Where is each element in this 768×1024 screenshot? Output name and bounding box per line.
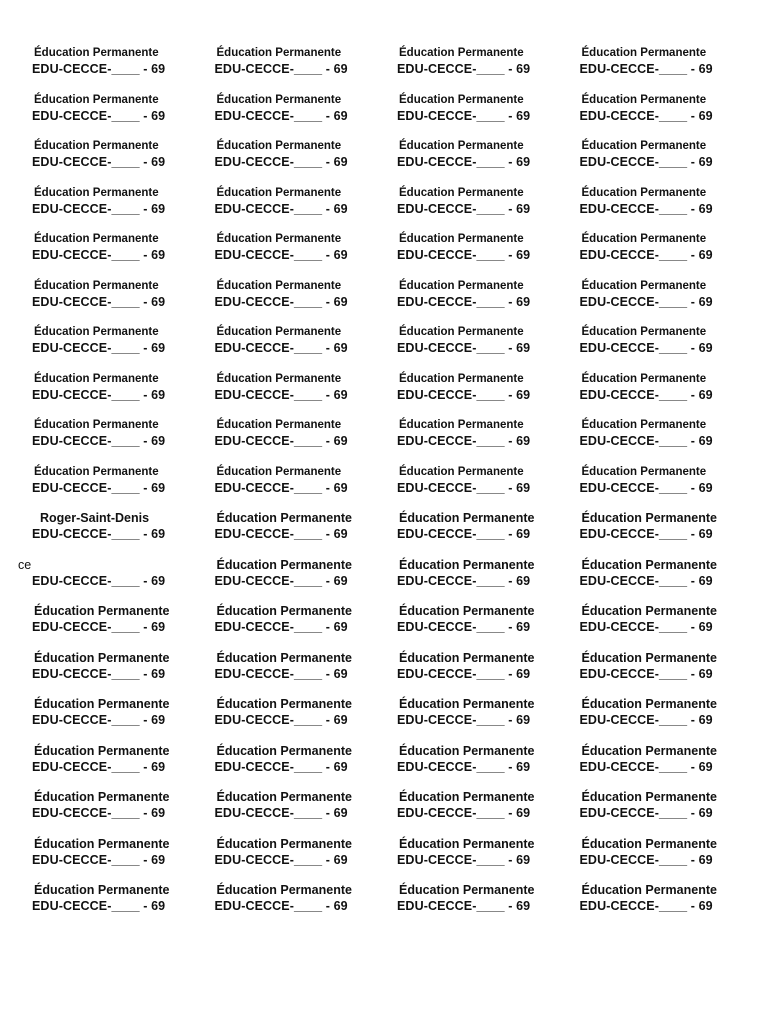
label-heading: Éducation Permanente <box>216 47 342 59</box>
mailing-label <box>205 743 388 790</box>
label-heading: Éducation Permanente <box>216 883 352 897</box>
mailing-label <box>570 278 753 325</box>
label-heading: Éducation Permanente <box>399 419 524 431</box>
mailing-label <box>387 371 570 418</box>
label-code: EDU-CECCE-____ - 69 <box>579 248 713 262</box>
label-heading: Éducation Permanente <box>399 604 535 618</box>
label-heading: Éducation Permanente <box>581 557 717 572</box>
mailing-label <box>387 882 570 929</box>
label-heading: Éducation Permanente <box>216 93 342 106</box>
mailing-label <box>570 510 753 557</box>
label-code: EDU-CECCE-____ - 69 <box>397 434 531 448</box>
label-code: EDU-CECCE-____ - 69 <box>579 387 713 402</box>
label-code: EDU-CECCE-____ - 69 <box>214 108 348 123</box>
label-heading: Éducation Permanente <box>34 836 170 851</box>
label-heading: Éducation Permanente <box>34 883 170 897</box>
mailing-label <box>22 789 205 836</box>
label-code: EDU-CECCE-____ - 69 <box>579 434 713 448</box>
label-heading: Éducation Permanente <box>399 372 524 385</box>
label-heading: Éducation Permanente <box>216 419 342 431</box>
mailing-label <box>205 603 388 650</box>
label-code: EDU-CECCE-____ - 69 <box>32 108 166 123</box>
label-heading: Éducation Permanente <box>399 465 524 478</box>
mailing-label <box>570 696 753 743</box>
label-heading: Éducation Permanente <box>34 604 170 618</box>
label-heading: Éducation Permanente <box>216 372 342 385</box>
mailing-label <box>205 138 388 185</box>
label-code: EDU-CECCE-____ - 69 <box>397 387 531 402</box>
label-heading: Éducation Permanente <box>581 47 707 59</box>
label-code: EDU-CECCE-____ - 69 <box>397 759 531 774</box>
label-heading: Éducation Permanente <box>216 697 352 711</box>
label-heading: Éducation Permanente <box>34 650 170 665</box>
label-heading: Éducation Permanente <box>399 557 535 572</box>
mailing-label <box>570 836 753 883</box>
mailing-label <box>205 231 388 278</box>
label-code: EDU-CECCE-____ - 69 <box>214 434 348 448</box>
mailing-label <box>387 92 570 139</box>
label-heading: Éducation Permanente <box>581 186 707 199</box>
mailing-label <box>22 324 205 371</box>
label-code: EDU-CECCE-____ - 69 <box>214 713 348 727</box>
label-code: EDU-CECCE-____ - 69 <box>579 108 713 123</box>
label-heading: Éducation Permanente <box>216 650 352 665</box>
label-code: EDU-CECCE-____ - 69 <box>397 341 531 355</box>
mailing-label <box>22 417 205 464</box>
label-code: EDU-CECCE-____ - 69 <box>32 759 166 774</box>
mailing-label <box>22 650 205 697</box>
mailing-label <box>387 278 570 325</box>
label-code: EDU-CECCE-____ - 69 <box>32 806 166 820</box>
label-code: EDU-CECCE-____ - 69 <box>32 387 166 402</box>
label-code: EDU-CECCE-____ - 69 <box>32 341 166 355</box>
label-heading: Éducation Permanente <box>216 279 342 292</box>
label-sheet <box>18 45 752 975</box>
label-heading: Éducation Permanente <box>216 465 342 478</box>
label-heading: Éducation Permanente <box>581 93 707 106</box>
label-heading: Éducation Permanente <box>34 697 170 711</box>
label-heading: Éducation Permanente <box>216 233 342 245</box>
label-heading: Éducation Permanente <box>399 233 524 245</box>
mailing-label <box>570 464 753 511</box>
mailing-label <box>570 789 753 836</box>
label-heading: Éducation Permanente <box>34 233 159 245</box>
mailing-label <box>205 45 388 92</box>
mailing-label <box>205 464 388 511</box>
label-code: EDU-CECCE-____ - 69 <box>32 620 166 634</box>
mailing-label <box>205 92 388 139</box>
label-heading: Éducation Permanente <box>581 883 717 897</box>
mailing-label <box>570 882 753 929</box>
mailing-label <box>570 650 753 697</box>
label-code: EDU-CECCE-____ - 69 <box>579 899 713 913</box>
label-code: EDU-CECCE-____ - 69 <box>397 527 531 541</box>
mailing-label <box>387 743 570 790</box>
label-code: EDU-CECCE-____ - 69 <box>397 294 531 309</box>
label-heading: Éducation Permanente <box>399 650 535 665</box>
mailing-label <box>570 417 753 464</box>
label-heading: Éducation Permanente <box>34 326 159 338</box>
label-heading: Éducation Permanente <box>399 743 535 758</box>
label-code: EDU-CECCE-____ - 69 <box>397 201 531 216</box>
mailing-label <box>22 278 205 325</box>
label-code: EDU-CECCE-____ - 69 <box>32 201 166 216</box>
label-code: EDU-CECCE-____ - 69 <box>32 527 166 541</box>
label-code: EDU-CECCE-____ - 69 <box>579 620 713 634</box>
label-heading: Éducation Permanente <box>581 836 717 851</box>
label-code: EDU-CECCE-____ - 69 <box>397 713 531 727</box>
label-code: EDU-CECCE-____ - 69 <box>32 899 166 913</box>
label-code: EDU-CECCE-____ - 69 <box>579 666 713 681</box>
mailing-label <box>387 417 570 464</box>
label-heading: Éducation Permanente <box>216 604 352 618</box>
label-heading: Éducation Permanente <box>34 140 159 152</box>
mailing-label <box>22 45 205 92</box>
label-heading: Roger-Saint-Denis <box>40 511 150 525</box>
mailing-label <box>205 278 388 325</box>
label-heading: Éducation Permanente <box>34 186 159 199</box>
label-heading: Éducation Permanente <box>399 883 535 897</box>
mailing-label <box>570 231 753 278</box>
label-heading: Éducation Permanente <box>216 140 342 152</box>
label-heading: Éducation Permanente <box>581 326 707 338</box>
mailing-label <box>387 557 570 604</box>
mailing-label <box>387 45 570 92</box>
label-code: EDU-CECCE-____ - 69 <box>32 294 166 309</box>
label-heading: Éducation Permanente <box>34 279 159 292</box>
mailing-label <box>22 231 205 278</box>
mailing-label <box>22 92 205 139</box>
label-code: EDU-CECCE-____ - 69 <box>32 713 166 727</box>
mailing-label <box>205 789 388 836</box>
label-code: EDU-CECCE-____ - 69 <box>214 527 348 541</box>
label-code: EDU-CECCE-____ - 69 <box>579 852 713 867</box>
label-heading: Éducation Permanente <box>34 93 159 106</box>
mailing-label <box>18 557 205 604</box>
mailing-label <box>205 557 388 604</box>
label-heading: Éducation Permanente <box>581 604 717 618</box>
label-code: EDU-CECCE-____ - 69 <box>32 248 166 262</box>
label-heading: Éducation Permanente <box>399 140 524 152</box>
label-code: EDU-CECCE-____ - 69 <box>214 387 348 402</box>
label-code: EDU-CECCE-____ - 69 <box>32 155 166 169</box>
label-heading: Éducation Permanente <box>399 186 524 199</box>
label-code: EDU-CECCE-____ - 69 <box>214 666 348 681</box>
label-heading: Éducation Permanente <box>581 140 707 152</box>
mailing-label <box>387 138 570 185</box>
mailing-label <box>387 789 570 836</box>
mailing-label <box>387 324 570 371</box>
label-code: EDU-CECCE-____ - 69 <box>397 62 531 76</box>
label-code: EDU-CECCE-____ - 69 <box>214 480 348 495</box>
label-code: EDU-CECCE-____ - 69 <box>214 806 348 820</box>
label-code: EDU-CECCE-____ - 69 <box>32 852 166 867</box>
label-heading: ce <box>18 557 32 572</box>
label-code: EDU-CECCE-____ - 69 <box>579 759 713 774</box>
label-code: EDU-CECCE-____ - 69 <box>397 573 531 588</box>
label-code: EDU-CECCE-____ - 69 <box>214 248 348 262</box>
label-heading: Éducation Permanente <box>399 279 524 292</box>
label-heading: Éducation Permanente <box>399 326 524 338</box>
label-code: EDU-CECCE-____ - 69 <box>214 620 348 634</box>
label-heading: Éducation Permanente <box>399 93 524 106</box>
label-code: EDU-CECCE-____ - 69 <box>214 201 348 216</box>
mailing-label <box>570 45 753 92</box>
mailing-label <box>387 510 570 557</box>
mailing-label <box>22 882 205 929</box>
label-heading: Éducation Permanente <box>581 465 707 478</box>
label-code: EDU-CECCE-____ - 69 <box>579 62 713 76</box>
mailing-label <box>387 231 570 278</box>
mailing-label <box>570 92 753 139</box>
mailing-label <box>570 603 753 650</box>
label-code: EDU-CECCE-____ - 69 <box>214 899 348 913</box>
label-code: EDU-CECCE-____ - 69 <box>579 294 713 309</box>
label-code: EDU-CECCE-____ - 69 <box>397 108 531 123</box>
label-code: EDU-CECCE-____ - 69 <box>397 899 531 913</box>
label-heading: Éducation Permanente <box>216 186 342 199</box>
label-code: EDU-CECCE-____ - 69 <box>397 155 531 169</box>
label-heading: Éducation Permanente <box>581 650 717 665</box>
mailing-label <box>205 650 388 697</box>
mailing-label <box>387 185 570 232</box>
label-heading: Éducation Permanente <box>581 372 707 385</box>
mailing-label <box>387 696 570 743</box>
label-code: EDU-CECCE-____ - 69 <box>397 852 531 867</box>
label-code: EDU-CECCE-____ - 69 <box>579 201 713 216</box>
mailing-label <box>205 371 388 418</box>
mailing-label <box>387 603 570 650</box>
label-code: EDU-CECCE-____ - 69 <box>397 666 531 681</box>
mailing-label <box>205 696 388 743</box>
label-code: EDU-CECCE-____ - 69 <box>579 713 713 727</box>
mailing-label <box>205 836 388 883</box>
mailing-label <box>387 650 570 697</box>
label-code: EDU-CECCE-____ - 69 <box>214 759 348 774</box>
mailing-label <box>570 743 753 790</box>
label-heading: Éducation Permanente <box>216 743 352 758</box>
mailing-label <box>205 185 388 232</box>
label-heading: Éducation Permanente <box>581 279 707 292</box>
label-heading: Éducation Permanente <box>399 47 524 59</box>
mailing-label <box>387 836 570 883</box>
label-code: EDU-CECCE-____ - 69 <box>214 62 348 76</box>
label-heading: Éducation Permanente <box>34 743 170 758</box>
label-heading: Éducation Permanente <box>216 557 352 572</box>
mailing-label <box>22 138 205 185</box>
label-code: EDU-CECCE-____ - 69 <box>214 294 348 309</box>
mailing-label <box>22 743 205 790</box>
label-heading: Éducation Permanente <box>216 790 352 804</box>
mailing-label <box>387 464 570 511</box>
label-code: EDU-CECCE-____ - 69 <box>32 666 166 681</box>
label-code: EDU-CECCE-____ - 69 <box>579 155 713 169</box>
label-heading: Éducation Permanente <box>34 47 159 59</box>
mailing-label <box>22 464 205 511</box>
label-code: EDU-CECCE-____ - 69 <box>32 573 166 588</box>
mailing-label <box>570 324 753 371</box>
label-heading: Éducation Permanente <box>399 511 535 525</box>
label-heading: Éducation Permanente <box>216 836 352 851</box>
mailing-label <box>22 603 205 650</box>
label-heading: Éducation Permanente <box>581 419 707 431</box>
label-code: EDU-CECCE-____ - 69 <box>32 480 166 495</box>
label-heading: Éducation Permanente <box>581 790 717 804</box>
label-code: EDU-CECCE-____ - 69 <box>579 573 713 588</box>
label-heading: Éducation Permanente <box>34 372 159 385</box>
mailing-label <box>22 696 205 743</box>
label-code: EDU-CECCE-____ - 69 <box>579 527 713 541</box>
mailing-label <box>22 510 205 557</box>
label-code: EDU-CECCE-____ - 69 <box>397 480 531 495</box>
label-heading: Éducation Permanente <box>34 790 170 804</box>
mailing-label <box>22 836 205 883</box>
mailing-label <box>570 371 753 418</box>
label-heading: Éducation Permanente <box>581 511 717 525</box>
label-code: EDU-CECCE-____ - 69 <box>579 480 713 495</box>
label-heading: Éducation Permanente <box>581 233 707 245</box>
mailing-label <box>205 882 388 929</box>
mailing-label <box>205 510 388 557</box>
label-heading: Éducation Permanente <box>34 419 159 431</box>
mailing-label <box>570 185 753 232</box>
mailing-label <box>205 417 388 464</box>
label-code: EDU-CECCE-____ - 69 <box>397 620 531 634</box>
label-code: EDU-CECCE-____ - 69 <box>32 434 166 448</box>
mailing-label <box>570 557 753 604</box>
label-heading: Éducation Permanente <box>581 697 717 711</box>
label-heading: Éducation Permanente <box>34 465 159 478</box>
label-heading: Éducation Permanente <box>399 790 535 804</box>
label-code: EDU-CECCE-____ - 69 <box>214 341 348 355</box>
label-heading: Éducation Permanente <box>216 511 352 525</box>
label-heading: Éducation Permanente <box>216 326 342 338</box>
label-heading: Éducation Permanente <box>581 743 717 758</box>
label-code: EDU-CECCE-____ - 69 <box>214 573 348 588</box>
label-code: EDU-CECCE-____ - 69 <box>579 806 713 820</box>
mailing-label <box>570 138 753 185</box>
label-code: EDU-CECCE-____ - 69 <box>397 248 531 262</box>
label-code: EDU-CECCE-____ - 69 <box>579 341 713 355</box>
label-code: EDU-CECCE-____ - 69 <box>32 62 166 76</box>
label-code: EDU-CECCE-____ - 69 <box>214 155 348 169</box>
label-heading: Éducation Permanente <box>399 836 535 851</box>
label-code: EDU-CECCE-____ - 69 <box>397 806 531 820</box>
mailing-label <box>205 324 388 371</box>
mailing-label <box>22 371 205 418</box>
label-code: EDU-CECCE-____ - 69 <box>214 852 348 867</box>
mailing-label <box>22 185 205 232</box>
label-heading: Éducation Permanente <box>399 697 535 711</box>
